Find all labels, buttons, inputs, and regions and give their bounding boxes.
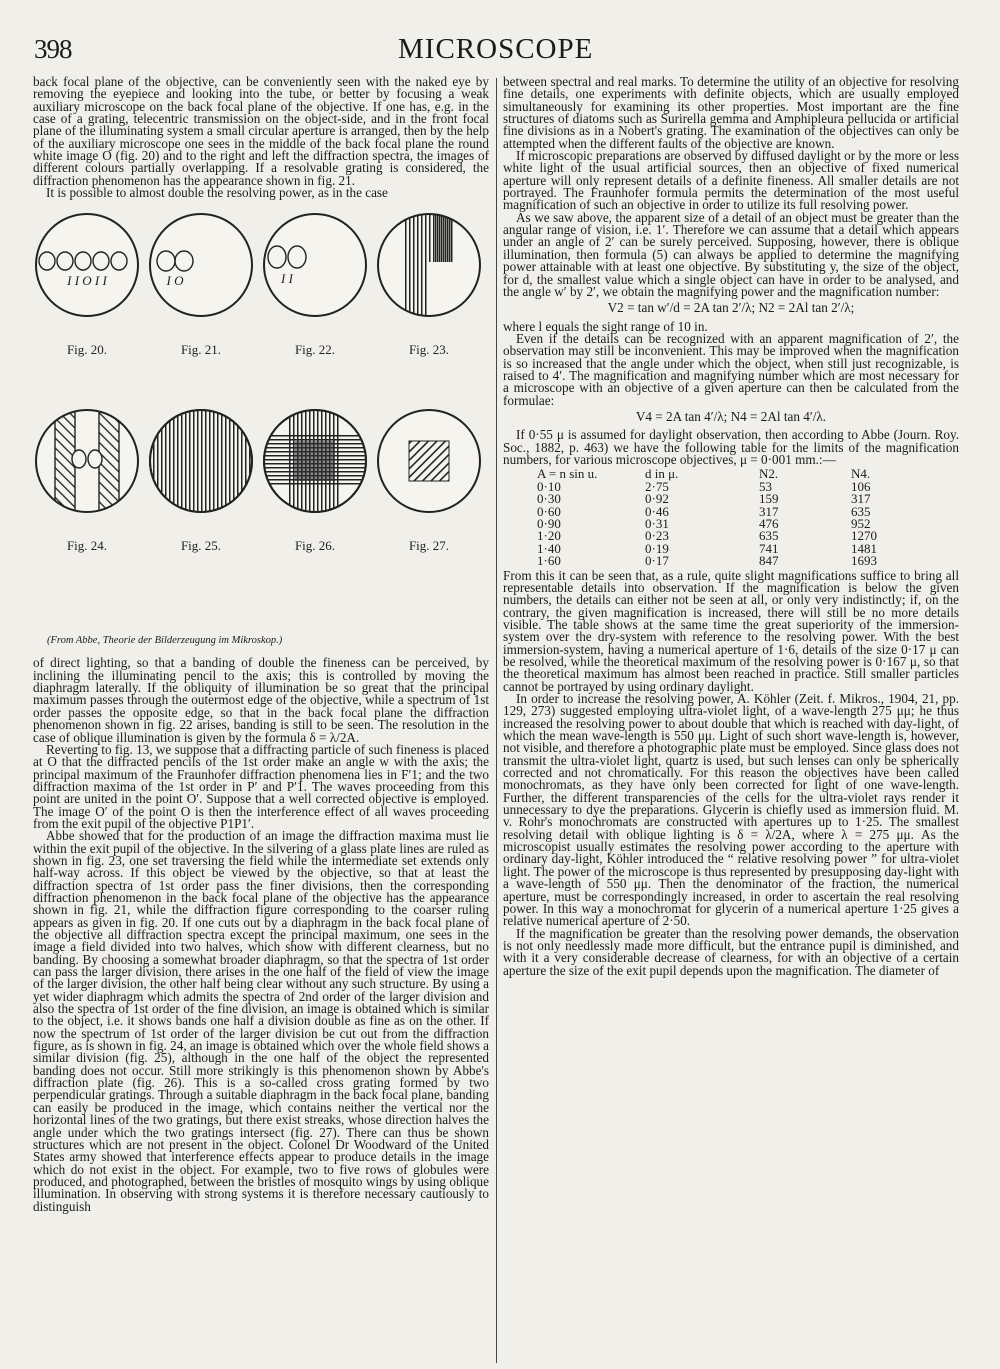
running-head: MICROSCOPE [398,33,594,65]
fig-24 [36,410,138,553]
fig-label: Fig. 24. [66,538,108,554]
table-cell: 0·46 [645,503,669,519]
table-cell: 476 [759,515,779,531]
table-cell: 741 [759,540,779,556]
page-number: 398 [34,34,72,64]
fig-label: Fig. 25. [180,538,222,554]
fig-label: Fig. 21. [180,342,222,358]
paragraph: If the magnification be greater than the resolving power demands, the observation is not only needlessly made more difficult, but the entrance pupil is diminished, and with it a very considerable decrease of clearness, for with an objective of a certain aperture the size of the exit pupil depends upon the magnification. The diameter of [503,925,959,978]
fig-23 [378,214,480,357]
paragraph: As we saw above, the apparent size of a detail of an object must be greater than the angular range of vision, i.e. 1′. Therefore we can assume that a detail which appears under an angle of 2′ can be surely perceived. Supposing, however, there is oblique illumination, then formula (5) can always be applied to determine the magnifying power attainable with at least one objective. By substituting y, the size of the object, for d, the smallest value which a single object can have in order to be analysed, and the angle w′ by 2′, we obtain the magnifying power and the magnification number: [503,209,959,299]
table-cell: 1270 [851,528,877,544]
fig-26 [264,410,366,553]
fig-label: Fig. 26. [294,538,336,554]
table-row [537,555,911,567]
figure-plates [33,199,489,639]
table-cell: 0·10 [537,478,561,494]
table-cell: 0·90 [537,515,561,531]
table-cell: 0·92 [645,491,669,507]
table-cell: 952 [851,515,871,531]
table-cell: 1·40 [537,540,561,556]
table-cell: 0·23 [645,528,669,544]
table-cell: 1·20 [537,528,561,544]
table-cell: 0·30 [537,491,561,507]
table-cell: 847 [759,553,779,569]
formula: V2 = tan w′/d = 2A tan 2′/λ; N2 = 2Al tan 2′/λ; [607,300,855,316]
fig-label: Fig. 22. [294,342,336,358]
paragraph: of direct lighting, so that a banding of double the fineness can be perceived, by inclining the illuminating pencil to the axis; this is controlled by moving the diaphragm laterally. If the obliquity of illumination be so great that the principal maximum passes through the outermost edge of the objective, while a spectrum of 1st order passes the opposite edge, so that in the back focal plane the diffraction phenomenon shown in fig. 22 arises, banding is still to be seen. The resolution in the case of oblique illumination is given by the formula δ = λ/2A. [33,655,489,745]
column-header: d in μ. [645,466,679,482]
table-cell: 1481 [851,540,877,556]
left-column [33,76,489,1213]
paragraph: Even if the details can be recognized with an apparent magnification of 2′, the observation may still be inconvenient. This may be improved when the magnification is so increased that the angle under which the object, when still just recognizable, is raised to 4′. The magnification and magnifying number which are most necessary for a microscope with an objective of a given aperture can then be calculated from the formulae: [503,330,959,408]
paragraph: If 0·55 μ is assumed for daylight observation, then according to Abbe (Journ. Roy. Soc., 1882, p. 463) we have the following table for the limits of the magnification numbers, for various microscope objectives, μ = 0·001 mm.:— [503,427,959,467]
fig-20 [36,214,138,357]
table-cell: 159 [759,491,779,507]
paragraph: between spectral and real marks. To determine the utility of an objective for resolving fine details, one experiments with definite objects, which are usually employed simultaneously for examining its other properties. Most important are the fine structures of diatoms such as Surirella gemma and Amphipleura pellucida or artificial fine divisions as in a Nobert's grating. The examination of the objectives can only be attempted when the different faults of the objective are known. [503,74,959,151]
column-header: A = n sin u. [537,466,598,482]
right-column [503,76,959,977]
fig-21 [150,214,252,357]
table-cell: 1·60 [537,553,561,569]
table-cell: 635 [851,503,871,519]
table-cell: 0·17 [645,553,669,569]
fig-25 [150,410,252,553]
table-cell: 0·31 [645,515,669,531]
paragraph: where l equals the sight range of 10 in. [503,318,708,334]
figure-caption: (From Abbe, Theorie der Bilderzeugung im Mikroskop.) [47,635,283,647]
paragraph: Reverting to fig. 13, we suppose that a diffracting particle of such fineness is placed at O that the diffracted pencils of the 1st order make an angle w with the axis; the principal maximum of the Fraunhofer diffraction phenomena lies in F′1; and the two diffraction maxima of the 1st order in P′ and P′1. The waves proceeding from this point are united in the point O′. Suppose that a well corrected objective is employed. The image O′ of the point O is then the interference effect of all waves proceeding from the exit pupil of the objective P1P1′. [33,741,489,831]
table-cell: 2·75 [645,478,669,494]
fig-21-marks: I O [166,273,184,289]
column-header: N4. [851,466,871,482]
paragraph: If microscopic preparations are observed by diffused daylight or by the more or less white light of the usual artificial sources, then an objective of fixed numerical aperture will only represent details of a definite fineness. All smaller details are not portrayed. The Fraunhofer formula permits the determination of the most useful magnification of such an objective in order to utilize its full resolving power. [503,148,959,213]
table-cell: 1693 [851,553,877,569]
fig-label: Fig. 23. [408,342,450,358]
paragraph: It is possible to almost double the resolving power, as in the case [46,185,388,201]
figure-block [33,199,489,657]
table-cell: 635 [759,528,779,544]
paragraph: From this it can be seen that, as a rule, quite slight magnifications suffice to bring all representable details into observation. If the magnification is below the given numbers, the details can either not be seen at all, or only very indistinctly; if, on the contrary, the given magnification is increased, there will still be no more details visible. The table shows at the same time the great superiority of the immersion-system over the dry-system with reference to the resolving power. With the best immersion-system, having a numerical aperture of 1·6, details of the size 0·17 μ can be resolved, while the theoretical maximum of the resolving power is 0·167 μ, so that the theoretical maximum has almost been reached in practice. Still smaller particles cannot be portrayed by using ordinary daylight. [503,567,959,694]
fig-label: Fig. 20. [66,342,108,358]
table-cell: 0·60 [537,503,561,519]
table-cell: 317 [759,503,779,519]
magnification-table [537,468,911,567]
fig-22-marks: I I [281,271,293,287]
paragraph: back focal plane of the objective, can be conveniently seen with the naked eye by removing the eyepiece and looking into the tube, or better by focusing a weak auxiliary microscope on the back focal plane of the objective. If one has, e.g. in the case of a grating, telecentric transmission on the object-side, and in the front focal plane of the illuminating system a small circular aperture is arranged, then by the help of the auxiliary microscope one sees in the middle of the back focal plane the round white image O (fig. 20) and to the right and left the diffraction spectra, the images of different colours partially overlapping. If a resolvable grating is considered, the diffraction phenomenon has the appearance shown in fig. 21. [33,74,489,188]
fig-22 [264,214,366,357]
table-cell: 53 [759,478,772,494]
column-header: N2. [759,466,779,482]
column-rule [496,78,497,1363]
fig-label: Fig. 27. [408,538,450,554]
fig-20-marks: I I O I I [67,273,107,289]
fig-27 [378,410,480,553]
formula: V4 = 2A tan 4′/λ; N4 = 2Al tan 4′/λ. [635,408,827,424]
table-cell: 0·19 [645,540,669,556]
paragraph: Abbe showed that for the production of an image the diffraction maxima must lie within the exit pupil of the objective. In the silvering of a glass plate lines are ruled as shown in fig. 23, one set traversing the field while the intermediate set extends only half-way across. If this object be viewed by the objective, so that at least the diffraction spectra of 1st order pass the finer divisions, then the corresponding diffraction phenomenon in the back focal plane of the objective has the appearance shown in fig. 21, while the diffraction figure corresponding to the coarser ruling appears as given in fig. 20. If one cuts out by a diaphragm in the back focal plane of the objective all diffraction spectra except the principal maximum, one sees in the image a field divided into two halves, which show with different clearness, but no banding. By choosing a somewhat broader diaphragm, so that the spectra of 1st order can pass the larger division, there arises in the one half of the field of view the image of the larger division, the other half being clear without any such structure. By using a yet wider diaphragm which admits the spectra of 2nd order of the larger division and also the spectra of 1st order of the fine division, an image is obtained which is similar to the object, i.e. it shows bands one half a division double as fine as on the other. If now the spectrum of 1st order of the larger division be cut out from the diffraction figure, as is shown in fig. 24, an image is obtained which over the whole field shows a similar division (fig. 25), although in the one half of the object the represented banding does not occur. Still more strikingly is this phenomenon shown by Abbe's diffraction plate (fig. 26). This is a so-called cross grating formed by two perpendicular gratings. Through a suitable diaphragm in the back focal plane, banding can easily be produced in the image, which contains neither the vertical nor the horizontal lines of the two gratings, but there exist streaks, whose direction halves the angle under which the two gratings intersect (fig. 27). There can thus be shown structures which are not present in the object. Colonel Dr Woodward of the United States army showed that interference effects appear to produce details in the image which do not exist in the object. For example, two to five rows of globules were produced, and photographed, between the bristles of mosquito wings by using oblique illumination. In observing with strong systems it is therefore necessary cautiously to distinguish [33,828,489,1214]
table-cell: 317 [851,491,871,507]
table-cell: 106 [851,478,871,494]
paragraph: In order to increase the resolving power, A. Köhler (Zeit. f. Mikros., 1904, 21, pp. 129, 273) suggested employing ultra-violet light, of a wave-length 275 μμ; he thus increased the resolving power to about double that which is reached with day-light, of which the mean wave-length is 550 μμ. Light of such short wave-length is, however, not visible, and therefore a photographic plate must be employed. Since glass does not transmit the ultra-violet light, quartz is used, but such lenses can only be spherically corrected and not chromatically. For this reason the objectives have been called monochromats, as they have only been corrected for light of one wave-length. Further, the different transparencies of the cells for the ultra-violet rays render it unnecessary to dye the preparations. Glycerin is chiefly used as immersion fluid. M. v. Rohr's monochromats are constructed with apertures up to 1·25. The smallest resolving detail with oblique lighting is δ = λ/2A, where λ = 275 μμ. As the microscopist usually estimates the resolving power according to the aperture with ordinary day-light, Köhler introduced the “ relative resolving power ” for ultra-violet light. The power of the microscope is thus represented by presupposing day-light with a wave-length of 550 μμ. Then the denominator of the fraction, the numerical aperture, must be correspondingly increased, in order to ascertain the real resolving power. In this way a monochromat for glycerin of a numerical aperture 1·25 gives a relative numerical aperture of 2·50. [503,691,959,929]
